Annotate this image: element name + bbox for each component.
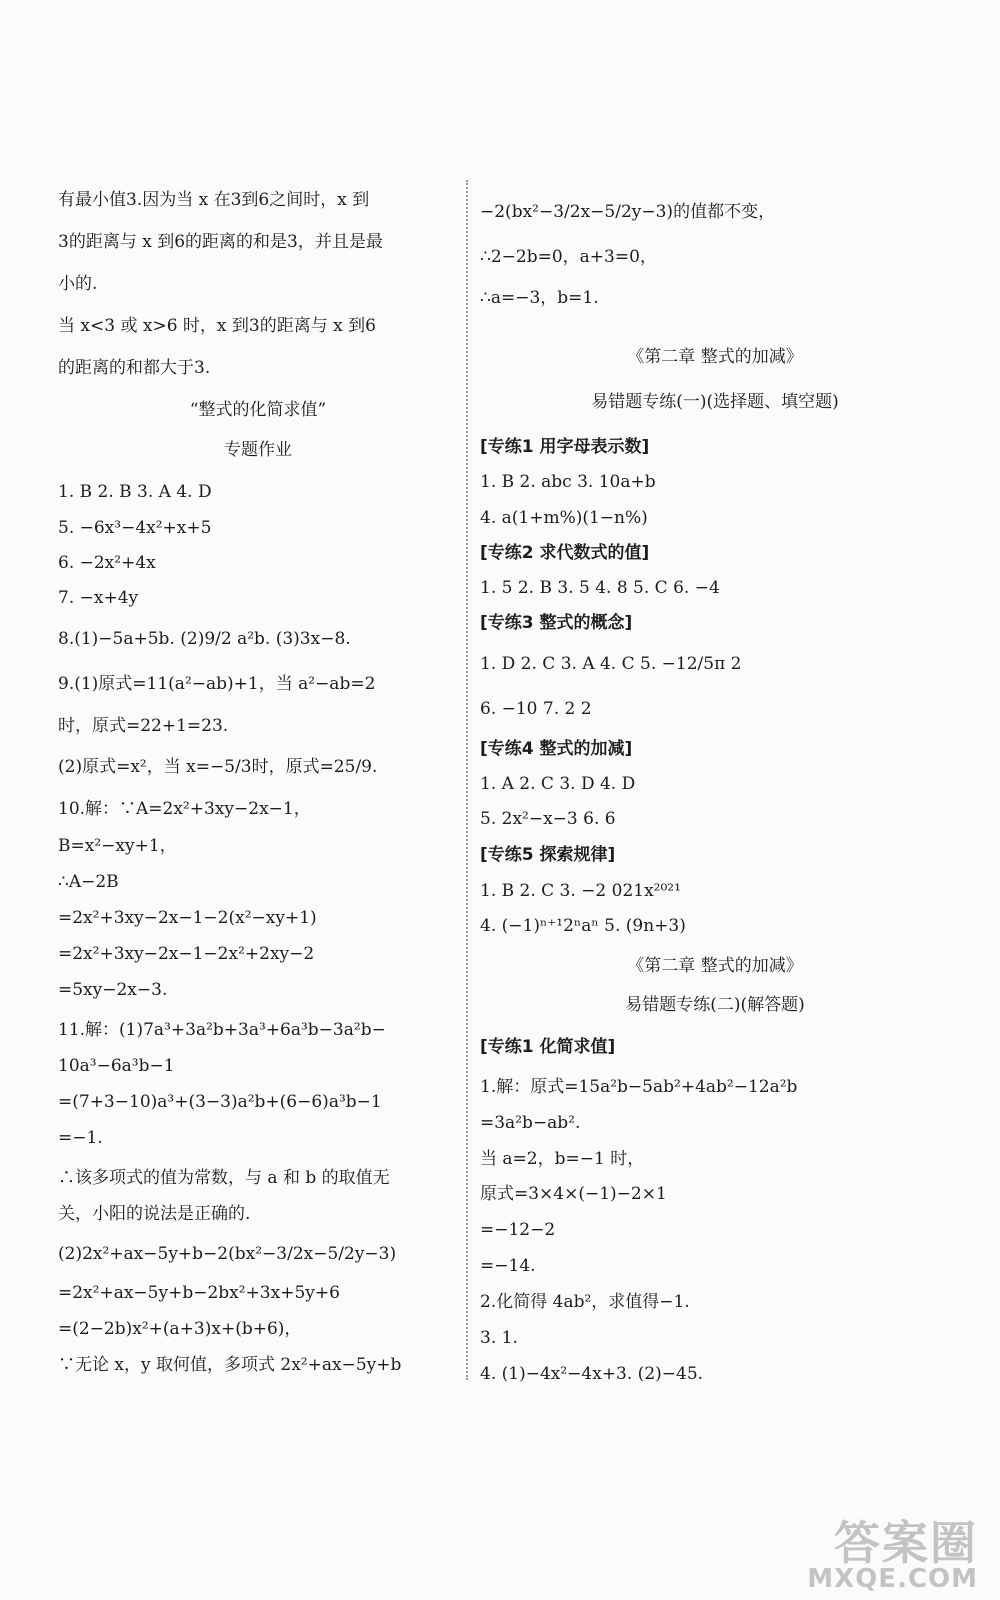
text-line: =−14. <box>480 1256 536 1276</box>
text-line: ∴A−2B <box>58 872 119 892</box>
text-line: B=x²−xy+1， <box>58 836 177 856</box>
text-line: =(7+3−10)a³+(3−3)a²b+(6−6)a³b−1 <box>58 1092 382 1112</box>
text-line: =5xy−2x−3. <box>58 980 168 1000</box>
text-line: 当 x<3 或 x>6 时，x 到3的距离与 x 到6 <box>58 316 376 336</box>
text-line: 原式=3×4×(−1)−2×1 <box>480 1184 667 1204</box>
text-line: 4. (−1)ⁿ⁺¹2ⁿaⁿ 5. (9n+3) <box>480 916 686 936</box>
watermark-url: MXQE.COM <box>807 1564 978 1594</box>
section-title: 易错题专练(二)(解答题) <box>625 995 805 1015</box>
text-line: 4. a(1+m%)(1−n%) <box>480 508 648 528</box>
watermark-logo <box>807 1516 978 1594</box>
column-divider <box>466 180 468 1380</box>
section-heading: [专练2 求代数式的值] <box>480 543 650 563</box>
text-line: 1.解：原式=15a²b−5ab²+4ab²−12a²b <box>480 1077 798 1097</box>
text-line: 1. 5 2. B 3. 5 4. 8 5. C 6. −4 <box>480 578 720 598</box>
text-line: 5. −6x³−4x²+x+5 <box>58 518 212 538</box>
text-line: 6. −10 7. 2 2 <box>480 699 592 719</box>
text-line: 小的. <box>58 274 98 294</box>
text-line: ∴a=−3，b=1. <box>480 288 599 308</box>
text-line: 3. 1. <box>480 1328 518 1348</box>
text-line: 当 a=2，b=−1 时， <box>480 1149 645 1169</box>
section-title: 《第二章 整式的加减》 <box>627 956 803 976</box>
section-heading: [专练5 探索规律] <box>480 845 616 865</box>
text-line: −2(bx²−3/2x−5/2y−3)的值都不变， <box>480 202 776 222</box>
text-line: 8.(1)−5a+5b. (2)9/2 a²b. (3)3x−8. <box>58 629 351 649</box>
text-line: (2)2x²+ax−5y+b−2(bx²−3/2x−5/2y−3) <box>58 1244 397 1264</box>
text-line: =−1. <box>58 1128 103 1148</box>
text-line: 关，小阳的说法是正确的. <box>58 1204 251 1224</box>
text-line: ∴该多项式的值为常数，与 a 和 b 的取值无 <box>58 1168 390 1188</box>
text-line: 10a³−6a³b−1 <box>58 1056 175 1076</box>
text-line: =2x²+3xy−2x−1−2x²+2xy−2 <box>58 944 315 964</box>
text-line: 11.解：(1)7a³+3a²b+3a³+6a³b−3a²b− <box>58 1020 386 1040</box>
text-line: 有最小值3.因为当 x 在3到6之间时，x 到 <box>58 190 370 210</box>
section-heading: [专练1 化简求值] <box>480 1037 616 1057</box>
section-heading: [专练4 整式的加减] <box>480 739 633 759</box>
text-line: 1. B 2. C 3. −2 021x²⁰²¹ <box>480 881 681 901</box>
text-line: 1. B 2. abc 3. 10a+b <box>480 472 656 492</box>
text-line: =(2−2b)x²+(a+3)x+(b+6)， <box>58 1319 302 1339</box>
text-line: 7. −x+4y <box>58 588 139 608</box>
text-line: 3的距离与 x 到6的距离的和是3，并且是最 <box>58 232 383 252</box>
text-line: 6. −2x²+4x <box>58 553 156 573</box>
section-title: 《第二章 整式的加减》 <box>627 347 803 367</box>
text-line: =−12−2 <box>480 1220 556 1240</box>
text-line: =3a²b−ab². <box>480 1113 581 1133</box>
text-line: 的距离的和都大于3. <box>58 358 211 378</box>
text-line: 1. D 2. C 3. A 4. C 5. −12/5π 2 <box>480 654 742 674</box>
section-title: 专题作业 <box>224 440 292 460</box>
text-line: 1. B 2. B 3. A 4. D <box>58 482 212 502</box>
text-line: 10.解：∵A=2x²+3xy−2x−1， <box>58 799 311 819</box>
text-line: =2x²+ax−5y+b−2bx²+3x+5y+6 <box>58 1283 340 1303</box>
text-line: 1. A 2. C 3. D 4. D <box>480 774 636 794</box>
section-heading: [专练1 用字母表示数] <box>480 437 650 457</box>
text-line: 4. (1)−4x²−4x+3. (2)−45. <box>480 1364 704 1384</box>
text-line: ∵无论 x，y 取何值，多项式 2x²+ax−5y+b <box>58 1355 402 1375</box>
text-line: 9.(1)原式=11(a²−ab)+1，当 a²−ab=2 <box>58 674 376 694</box>
text-line: 5. 2x²−x−3 6. 6 <box>480 809 616 829</box>
text-line: ∴2−2b=0，a+3=0， <box>480 247 657 267</box>
section-title: “整式的化简求值” <box>189 400 327 420</box>
text-line: 时，原式=22+1=23. <box>58 716 229 736</box>
text-line: 2.化简得 4ab²，求值得−1. <box>480 1292 690 1312</box>
section-heading: [专练3 整式的概念] <box>480 613 633 633</box>
watermark-text: 答案圈 <box>834 1516 978 1570</box>
text-line: =2x²+3xy−2x−1−2(x²−xy+1) <box>58 908 317 928</box>
section-title: 易错题专练(一)(选择题、填空题) <box>591 392 839 412</box>
text-line: (2)原式=x²，当 x=−5/3时，原式=25/9. <box>58 757 378 777</box>
